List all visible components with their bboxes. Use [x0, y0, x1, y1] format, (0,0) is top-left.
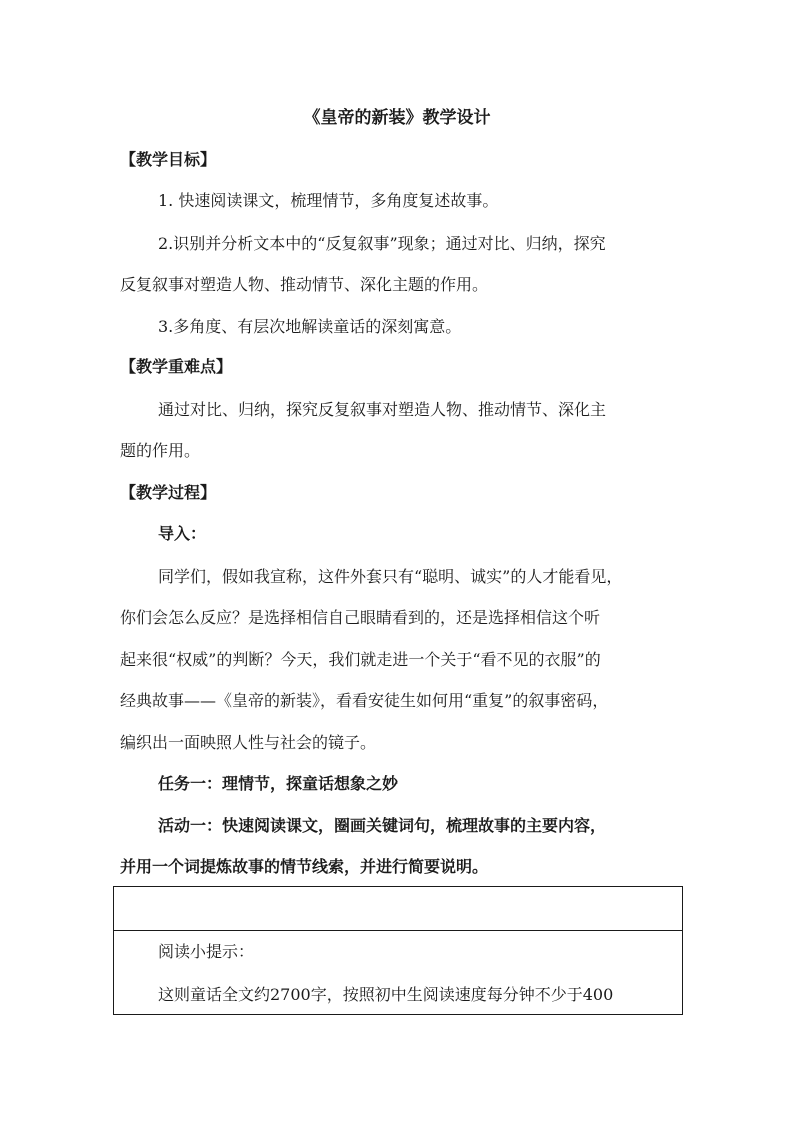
goal-2-line-1: 2.识别并分析文本中的“反复叙事”现象；通过对比、归纳，探究: [158, 234, 606, 253]
goal-2-line-2: 反复叙事对塑造人物、推动情节、深化主题的作用。: [120, 275, 489, 294]
reading-tip-text: 这则童话全文约2700字，按照初中生阅读速度每分钟不少于400: [158, 985, 614, 1004]
answer-box: [113, 886, 683, 931]
key-points-heading: 【教学重难点】: [120, 357, 233, 376]
intro-line-5: 编织出一面映照人性与社会的镜子。: [120, 733, 377, 752]
task-1: 任务一：理情节，探童话想象之妙: [158, 774, 399, 793]
document-title: 《皇帝的新装》教学设计: [303, 108, 491, 128]
key-points-line-1: 通过对比、归纳，探究反复叙事对塑造人物、推动情节、深化主: [158, 400, 607, 419]
goals-heading: 【教学目标】: [120, 150, 217, 169]
intro-line-1: 同学们，假如我宣称，这件外套只有“聪明、诚实”的人才能看见，: [158, 567, 623, 586]
process-heading: 【教学过程】: [120, 483, 217, 502]
goal-1: 1. 快速阅读课文，梳理情节，多角度复述故事。: [158, 191, 499, 210]
reading-tip-label: 阅读小提示：: [158, 942, 255, 961]
key-points-line-2: 题的作用。: [120, 441, 201, 460]
activity-1-line-1: 活动一：快速阅读课文，圈画关键词句，梳理故事的主要内容，: [158, 816, 607, 835]
intro-line-4: 经典故事——《皇帝的新装》，看看安徒生如何用“重复”的叙事密码，: [120, 691, 609, 710]
intro-label: 导入：: [158, 524, 207, 543]
intro-line-2: 你们会怎么反应？是选择相信自己眼睛看到的，还是选择相信这个听: [120, 608, 601, 627]
goal-3: 3.多角度、有层次地解读童话的深刻寓意。: [158, 317, 462, 336]
intro-line-3: 起来很“权威”的判断？今天，我们就走进一个关于“看不见的衣服”的: [120, 650, 601, 669]
activity-1-line-2: 并用一个词提炼故事的情节线索，并进行简要说明。: [120, 857, 489, 876]
